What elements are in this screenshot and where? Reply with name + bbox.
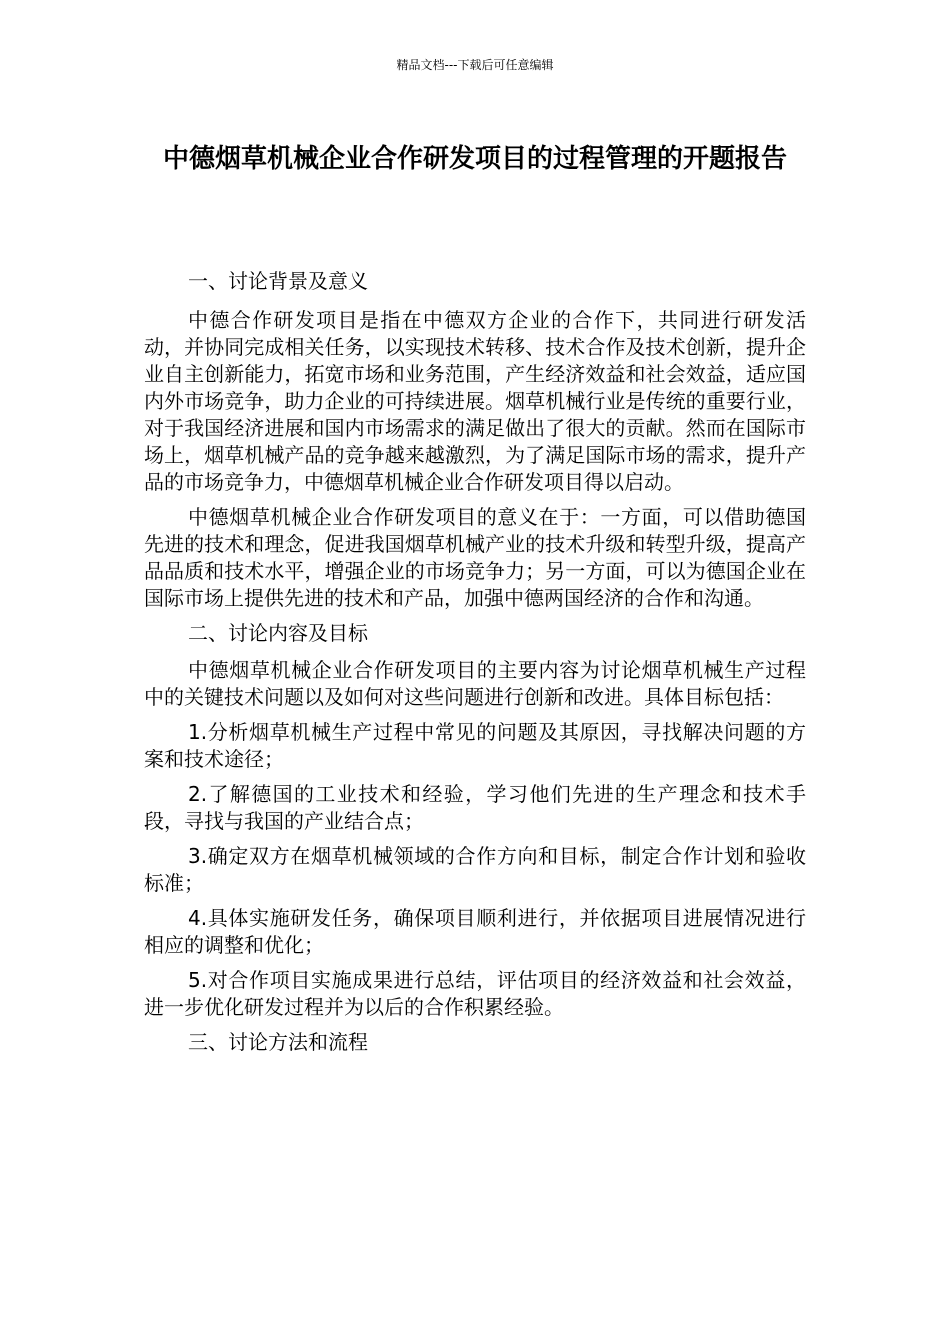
section-heading-method: 三、讨论方法和流程 [188,1030,368,1054]
document-title: 中德烟草机械企业合作研发项目的过程管理的开题报告 [162,144,787,174]
list-item-goal-2: 2.了解德国的工业技术和经验，学习他们先进的生产理念和技术手段，寻找与我国的产业结合点； [144,782,806,833]
section-heading-background: 一、讨论背景及意义 [188,269,368,293]
list-item-goal-4: 4.具体实施研发任务，确保项目顺利进行，并依据项目进展情况进行相应的调整和优化； [144,906,806,957]
list-item-goal-1: 1.分析烟草机械生产过程中常见的问题及其原因，寻找解决问题的方案和技术途径； [144,720,806,771]
paragraph-content-intro: 中德烟草机械企业合作研发项目的主要内容为讨论烟草机械生产过程中的关键技术问题以及如何对这些问题进行创新和改进。具体目标包括： [144,658,806,709]
paragraph-significance: 中德烟草机械企业合作研发项目的意义在于：一方面，可以借助德国先进的技术和理念，促进我国烟草机械产业的技术升级和转型升级，提高产品品质和技术水平，增强企业的市场竞争力；另一方面，可以为德国企业在国际市场上提供先进的技术和产品，加强中德两国经济的合作和沟通。 [144,505,806,610]
page-header: 精品文档---下载后可任意编辑 [396,58,554,72]
list-item-goal-5: 5.对合作项目实施成果进行总结，评估项目的经济效益和社会效益，进一步优化研发过程并为以后的合作积累经验。 [144,968,806,1019]
section-heading-content: 二、讨论内容及目标 [188,621,368,645]
paragraph-background: 中德合作研发项目是指在中德双方企业的合作下，共同进行研发活动，并协同完成相关任务，以实现技术转移、技术合作及技术创新，提升企业自主创新能力，拓宽市场和业务范围，产生经济效益和社会效益，适应国内外市场竞争，助力企业的可持续进展。烟草机械行业是传统的重要行业，对于我国经济进展和国内市场需求的满足做出了很大的贡献。然而在国际市场上，烟草机械产品的竞争越来越激烈，为了满足国际市场的需求，提升产品的市场竞争力，中德烟草机械企业合作研发项目得以启动。 [144,308,806,494]
document-body [144,268,806,1066]
list-item-goal-3: 3.确定双方在烟草机械领域的合作方向和目标，制定合作计划和验收标准； [144,844,806,895]
